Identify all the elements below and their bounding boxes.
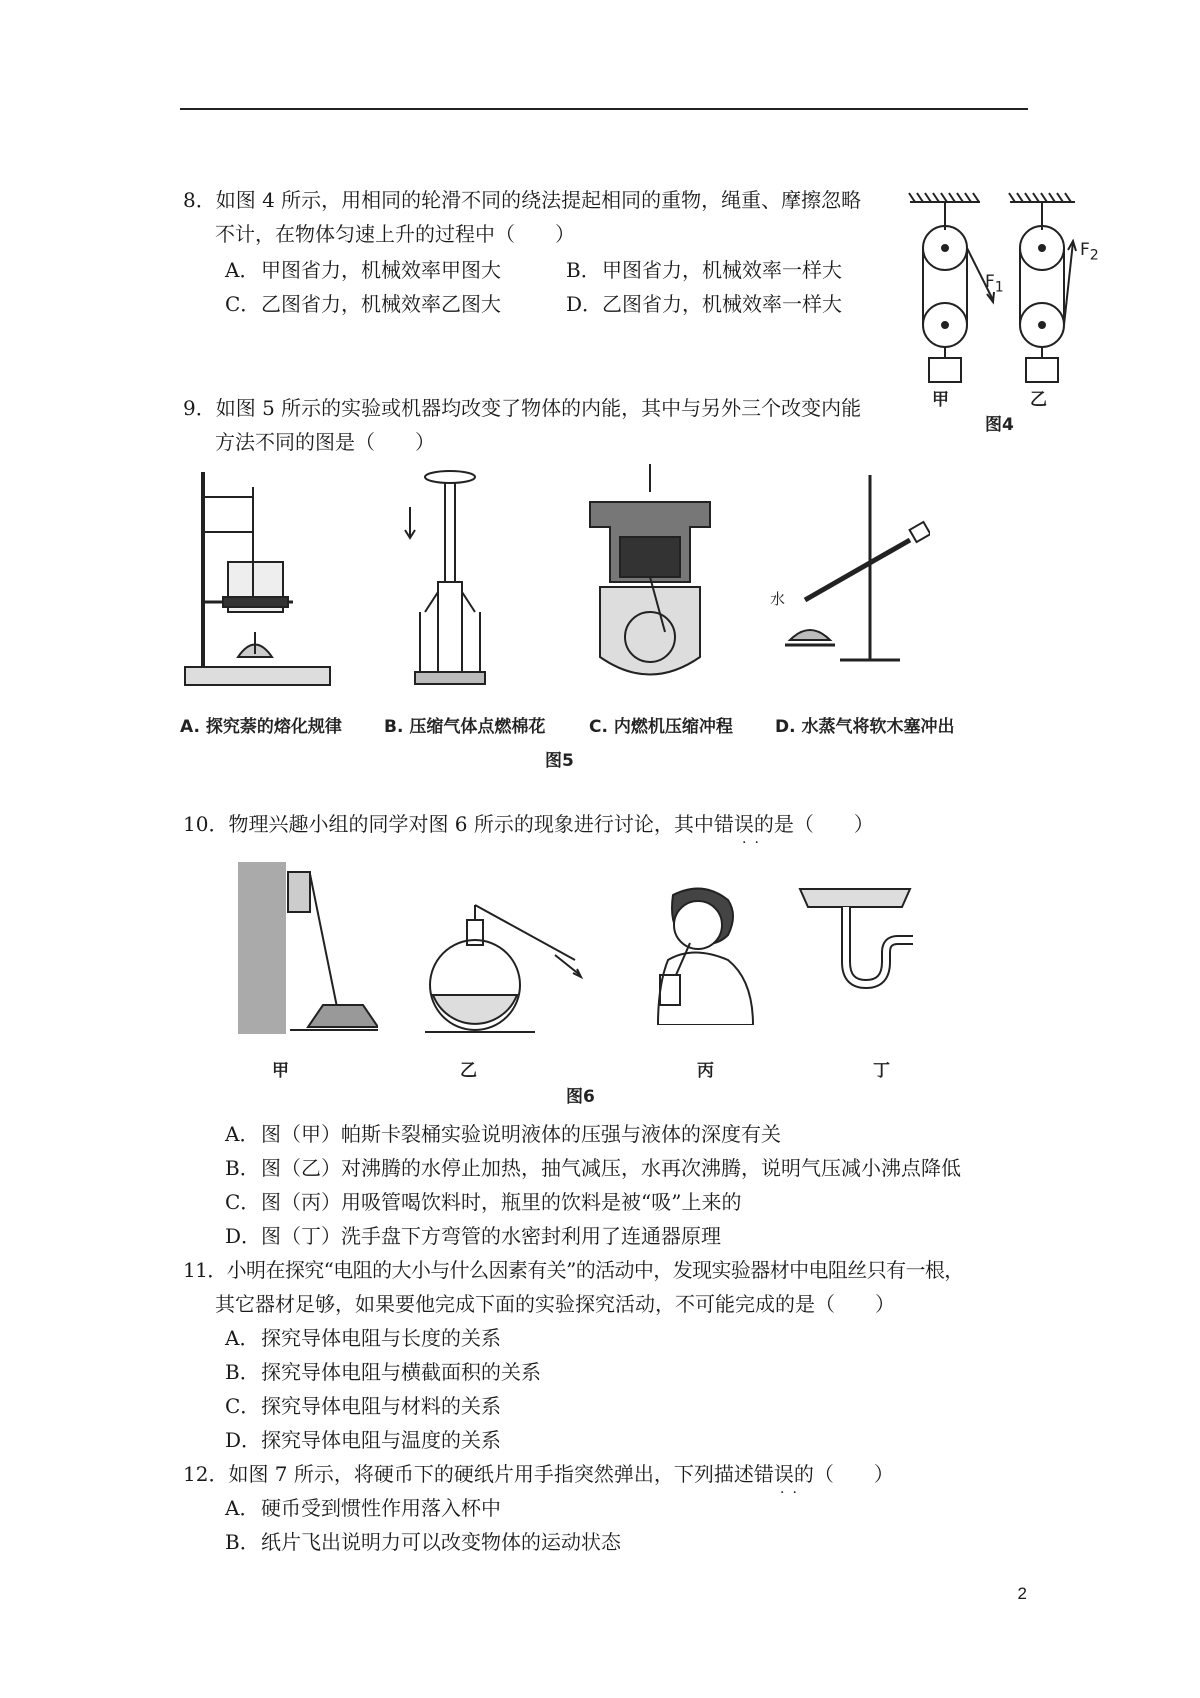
figure-6-bing (648, 885, 758, 1025)
option-letter: C． (225, 1190, 261, 1214)
q11-stem-line1: 11．小明在探究“电阻的大小与什么因素有关”的活动中，发现实验器材中电阻丝只有一根， (183, 1258, 964, 1282)
figure-5-caption-b: B. 压缩气体点燃棉花 (384, 717, 546, 737)
f1-subscript: 1 (994, 279, 1004, 296)
q10-option-d (225, 1222, 721, 1250)
option-letter: C． (225, 1394, 261, 1418)
option-text: 探究导体电阻与横截面积的关系 (261, 1360, 541, 1384)
option-text: 乙图省力，机械效率一样大 (602, 292, 842, 316)
q8-option-a (225, 256, 501, 284)
q10-option-b (225, 1154, 961, 1182)
sink-trap-drawing (798, 885, 918, 1020)
figure-5-caption-d: D. 水蒸气将软木塞冲出 (775, 717, 955, 737)
figure-6-ding (798, 885, 918, 1020)
q12-stem: 12．如图 7 所示，将硬币下的硬纸片用手指突然弹出，下列描述错误的（ ） (183, 1462, 894, 1486)
q11-option-d (225, 1426, 501, 1454)
figure-6-label-ding: 丁 (873, 1061, 890, 1081)
figure-6-label-bing: 丙 (697, 1061, 714, 1081)
q11-option-a (225, 1324, 501, 1352)
option-text: 乙图省力，机械效率乙图大 (261, 292, 501, 316)
option-letter: D． (225, 1428, 262, 1452)
figure-5-caption-c: C. 内燃机压缩冲程 (589, 717, 733, 737)
figure-5-apparatus-c (585, 462, 715, 692)
header-rule (180, 108, 1028, 110)
force-label-f2 (1080, 240, 1099, 263)
q9-stem-line1: 9．如图 5 所示的实验或机器均改变了物体的内能，其中与另外三个改变内能 (183, 396, 862, 420)
option-text: 探究导体电阻与长度的关系 (261, 1326, 501, 1350)
option-letter: B． (225, 1360, 260, 1384)
figure-6-jia (238, 862, 378, 1037)
q8-stem-line2: 不计，在物体匀速上升的过程中（ ） (215, 222, 575, 246)
figure-6-label-yi: 乙 (460, 1061, 477, 1081)
option-letter: B． (225, 1530, 260, 1554)
figure-6-yi (425, 895, 605, 1035)
figure-5-apparatus-b (400, 462, 500, 692)
q8-option-b (566, 256, 842, 284)
q8-option-d (566, 290, 842, 318)
option-text: 纸片飞出说明力可以改变物体的运动状态 (261, 1530, 621, 1554)
q12-option-b (225, 1528, 621, 1556)
emphasis-dots: ·· (780, 1485, 805, 1501)
q10-option-a (225, 1120, 781, 1148)
q12-option-a (225, 1494, 501, 1522)
q8-stem-line1: 8．如图 4 所示，用相同的轮滑不同的绕法提起相同的重物，绳重、摩擦忽略 (183, 188, 862, 212)
option-text: 图（丁）洗手盘下方弯管的水密封利用了连通器原理 (261, 1224, 721, 1248)
option-letter: A． (225, 258, 260, 282)
option-letter: D． (566, 292, 603, 316)
option-text: 图（甲）帕斯卡裂桶实验说明液体的压强与液体的深度有关 (261, 1122, 781, 1146)
option-text: 图（乙）对沸腾的水停止加热，抽气减压，水再次沸腾，说明气压减小沸点降低 (261, 1156, 961, 1180)
figure-4-caption: 图4 (985, 415, 1014, 435)
figure-4-label-yi: 乙 (1030, 390, 1047, 410)
water-label: 水 (770, 590, 786, 608)
child-drinking-drawing (648, 885, 758, 1025)
q10-option-c (225, 1188, 741, 1216)
option-letter: B． (566, 258, 601, 282)
test-tube-steam-drawing (770, 470, 930, 670)
option-letter: A． (225, 1122, 260, 1146)
f2-symbol: F (1080, 240, 1090, 260)
option-letter: A． (225, 1496, 260, 1520)
figure-6-label-jia: 甲 (272, 1061, 289, 1081)
option-text: 图（丙）用吸管喝饮料时，瓶里的饮料是被“吸”上来的 (261, 1190, 742, 1214)
option-text: 甲图省力，机械效率甲图大 (261, 258, 501, 282)
option-text: 甲图省力，机械效率一样大 (602, 258, 842, 282)
q11-option-b (225, 1358, 541, 1386)
option-letter: C． (225, 292, 261, 316)
figure-6-caption: 图6 (566, 1087, 595, 1107)
figure-5-caption: 图5 (545, 751, 574, 771)
figure-5-caption-a: A. 探究萘的熔化规律 (180, 717, 342, 737)
compression-cylinder-drawing (400, 462, 500, 692)
flask-boiling-drawing (425, 895, 605, 1035)
figure-5-apparatus-d (770, 470, 930, 670)
engine-cylinder-drawing (585, 462, 715, 692)
f1-symbol: F (985, 272, 995, 292)
figure-4-label-jia: 甲 (932, 390, 949, 410)
q10-stem: 10．物理兴趣小组的同学对图 6 所示的现象进行讨论，其中错误的是（ ） (183, 812, 874, 836)
figure-5-apparatus-a (183, 462, 333, 692)
emphasis-dots: ·· (742, 835, 767, 851)
option-letter: B． (225, 1156, 260, 1180)
q8-option-c (225, 290, 501, 318)
option-text: 探究导体电阻与温度的关系 (261, 1428, 501, 1452)
page-number: 2 (1017, 1584, 1027, 1603)
option-letter: A． (225, 1326, 260, 1350)
option-text: 硬币受到惯性作用落入杯中 (261, 1496, 501, 1520)
force-label-f1 (985, 272, 1004, 295)
melting-apparatus-drawing (183, 462, 333, 692)
q9-stem-line2: 方法不同的图是（ ） (215, 430, 435, 454)
q11-stem-line2: 其它器材足够，如果要他完成下面的实验探究活动，不可能完成的是（ ） (215, 1292, 895, 1316)
f2-subscript: 2 (1089, 247, 1099, 264)
pascal-barrel-drawing (238, 862, 378, 1037)
q11-option-c (225, 1392, 501, 1420)
option-letter: D． (225, 1224, 262, 1248)
option-text: 探究导体电阻与材料的关系 (261, 1394, 501, 1418)
